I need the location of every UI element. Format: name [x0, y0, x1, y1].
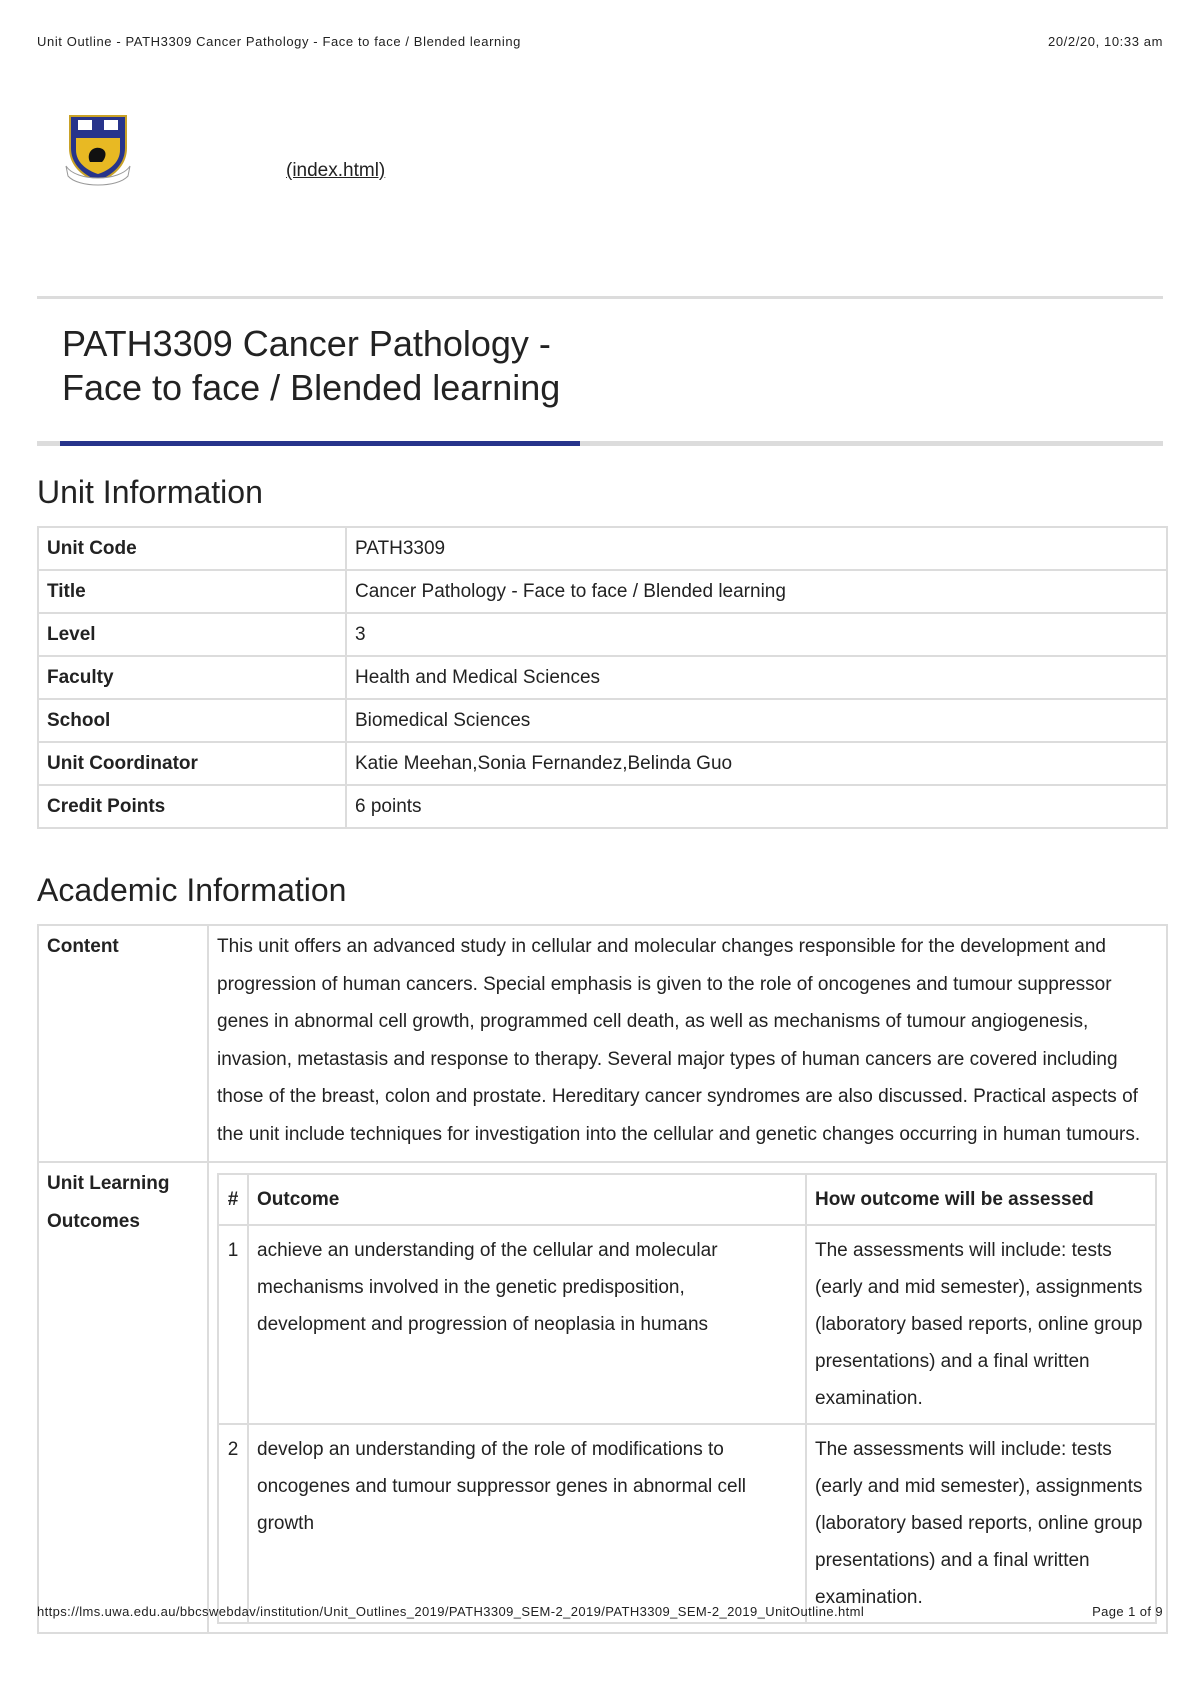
- outcome-assessment: The assessments will include: tests (early and mid semester), assignments (laboratory based reports, online group presentations) and a final written examination.: [806, 1424, 1156, 1623]
- print-footer-page: Page 1 of 9: [1092, 1604, 1163, 1619]
- header-divider: [37, 296, 1163, 299]
- table-row: [38, 699, 1167, 742]
- page-title-line2: Face to face / Blended learning: [62, 367, 561, 408]
- row-value: 3: [346, 613, 1167, 656]
- content-text: This unit offers an advanced study in cellular and molecular changes responsible for the development and progression of human cancers. Special emphasis is given to the role of oncogenes and tumour suppressor genes in abnormal cell growth, programmed cell death, as well as mechanisms of tumour angiogenesis, invasion, metastasis and response to therapy. Several major types of human cancers are covered including those of the breast, colon and prostate. Hereditary cancer syndromes are also discussed. Practical aspects of the unit include techniques for investigation into the cellular and genetic changes occurring in human tumours.: [217, 936, 1141, 1145]
- row-label: Credit Points: [38, 785, 346, 828]
- outcome-number: 1: [218, 1225, 248, 1424]
- row-value: Cancer Pathology - Face to face / Blended learning: [346, 570, 1167, 613]
- row-value: Biomedical Sciences: [346, 699, 1167, 742]
- row-label: Level: [38, 613, 346, 656]
- table-row: [38, 785, 1167, 828]
- page-title-line1: PATH3309 Cancer Pathology -: [62, 323, 551, 364]
- page-title: [62, 322, 560, 410]
- outcome-number: 2: [218, 1424, 248, 1623]
- outcomes-label: Unit Learning Outcomes: [38, 1162, 208, 1633]
- table-row: [38, 656, 1167, 699]
- table-row: [38, 570, 1167, 613]
- row-value: Katie Meehan,Sonia Fernandez,Belinda Guo: [346, 742, 1167, 785]
- row-label: Unit Coordinator: [38, 742, 346, 785]
- row-label: Unit Code: [38, 527, 346, 570]
- academic-information-table: [37, 924, 1168, 1634]
- outcome-row: [218, 1424, 1156, 1623]
- outcome-row: [218, 1225, 1156, 1424]
- print-footer: [37, 1604, 1163, 1619]
- print-header-title: Unit Outline - PATH3309 Cancer Pathology - Face to face / Blended learning: [37, 34, 521, 49]
- outcome-text: develop an understanding of the role of modifications to oncogenes and tumour suppressor genes in abnormal cell growth: [248, 1424, 806, 1623]
- unit-information-table: [37, 526, 1168, 829]
- outcomes-header-num: #: [218, 1174, 248, 1225]
- content-cell: [208, 925, 1167, 1162]
- row-label: School: [38, 699, 346, 742]
- outcomes-cell: [208, 1162, 1167, 1633]
- outcome-text: achieve an understanding of the cellular and molecular mechanisms involved in the genetic predisposition, development and progression of neoplasia in humans: [248, 1225, 806, 1424]
- row-value: 6 points: [346, 785, 1167, 828]
- index-link[interactable]: (index.html): [286, 160, 386, 181]
- table-row: [38, 527, 1167, 570]
- unit-information-heading: Unit Information: [37, 474, 263, 510]
- title-underline-accent: [60, 441, 580, 446]
- table-row: [38, 742, 1167, 785]
- academic-information-section: [37, 924, 1168, 1608]
- print-header-datetime: 20/2/20, 10:33 am: [1048, 34, 1163, 49]
- table-row: [38, 613, 1167, 656]
- outcomes-header-outcome: Outcome: [248, 1174, 806, 1225]
- row-label: Faculty: [38, 656, 346, 699]
- outcome-assessment: The assessments will include: tests (early and mid semester), assignments (laboratory based reports, online group presentations) and a final written examination.: [806, 1225, 1156, 1424]
- print-footer-url: https://lms.uwa.edu.au/bbcswebdav/institution/Unit_Outlines_2019/PATH3309_SEM-2_2019/PATH3309_SEM-2_2019_UnitOutline.html: [37, 1604, 865, 1619]
- university-crest-icon[interactable]: [62, 110, 134, 190]
- table-row: [38, 1162, 1167, 1633]
- row-value: PATH3309: [346, 527, 1167, 570]
- table-row: [38, 925, 1167, 1162]
- row-label: Title: [38, 570, 346, 613]
- print-header: [37, 34, 1163, 49]
- outcomes-header-row: [218, 1174, 1156, 1225]
- content-label: Content: [38, 925, 208, 1162]
- row-value: Health and Medical Sciences: [346, 656, 1167, 699]
- academic-information-heading: Academic Information: [37, 872, 347, 908]
- outcomes-table: [217, 1173, 1157, 1624]
- outcomes-header-assessed: How outcome will be assessed: [806, 1174, 1156, 1225]
